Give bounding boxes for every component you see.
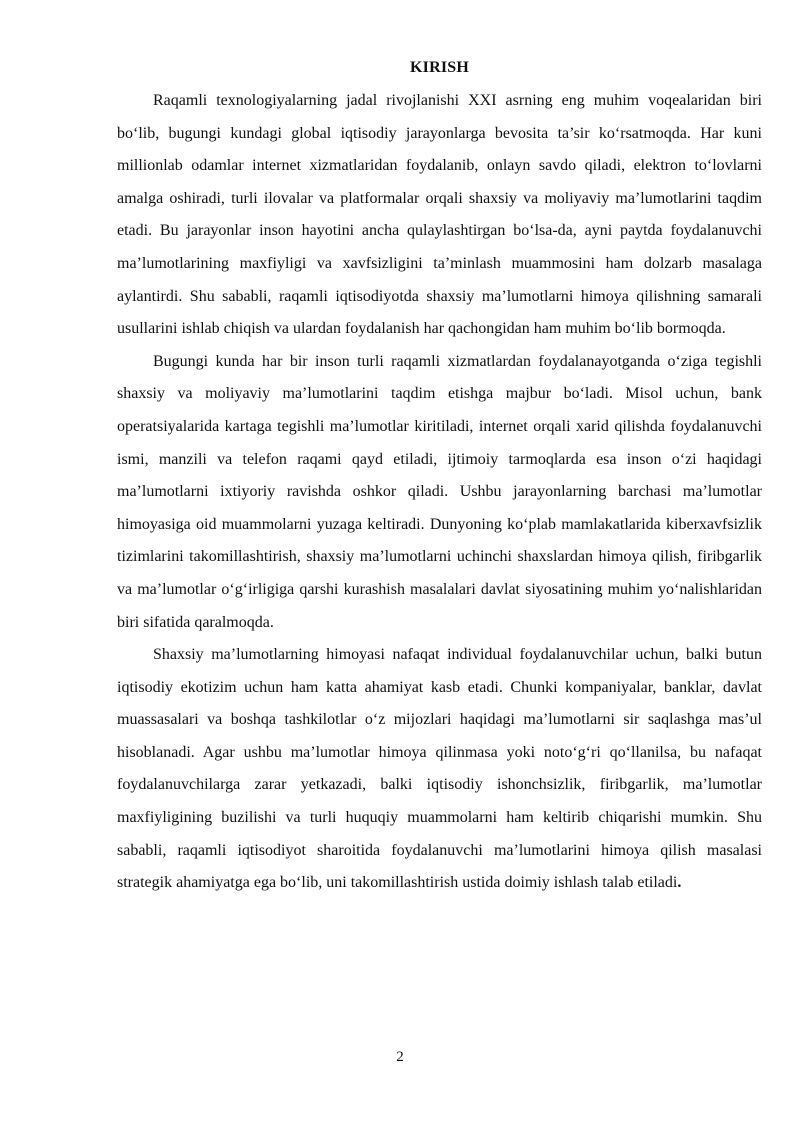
paragraph-3 xyxy=(117,639,762,900)
paragraph-3-text: Shaxsiy ma’lumotlarning himoyasi nafaqat individual foydalanuvchilar uchun, balki butun iqtisodiy ekotizim uchun ham katta ahamiyat kasb etadi. Chunki kompaniyalar, banklar, davlat muassasalari va boshqa tashkilotlar o‘z mijozlari haqidagi ma’lumotlarni sir saqlashga mas’ul hisoblanadi. Agar ushbu ma’lumotlar himoya qilinmasa yoki noto‘g‘ri qo‘llanilsa, bu nafaqat foydalanuvchilarga zarar yetkazadi, balki iqtisodiy ishonchsizlik, firibgarlik, ma’lumotlar maxfiyligining buzilishi va turli huquqiy muammolarni ham keltirib chiqarishi mumkin. Shu sababli, raqamli iqtisodiyot sharoitida foydalanuvchi ma’lumotlarini himoya qilish masalasi strategik ahamiyatga ega bo‘lib, uni takomillashtirish ustida doimiy ishlash talab etiladi xyxy=(117,646,762,892)
document-page xyxy=(117,57,762,900)
section-heading: KIRISH xyxy=(410,59,469,76)
page-number: 2 xyxy=(396,1049,404,1065)
paragraph-2: Bugungi kunda har bir inson turli raqamli xizmatlardan foydalanayotganda o‘ziga tegishli shaxsiy va moliyaviy ma’lumotlarini taqdim etishga majbur bo‘ladi. Misol uchun, bank operatsiyalarida kartaga tegishli ma’lumotlar kiritiladi, internet orqali xarid qilishda foydalanuvchi ismi, manzili va telefon raqami qayd etiladi, ijtimoiy tarmoqlarda esa inson o‘zi haqidagi ma’lumotlarni ixtiyoriy ravishda oshkor qiladi. Ushbu jarayonlarning barchasi ma’lumotlar himoyasiga oid muammolarni yuzaga keltiradi. Dunyoning ko‘plab mamlakatlarida kiberxavfsizlik tizimlarini takomillashtirish, shaxsiy ma’lumotlarni uchinchi shaxslardan himoya qilish, firibgarlik va ma’lumotlar o‘g‘irligiga qarshi kurashish masalalari davlat siyosatining muhim yo‘nalishlaridan biri sifatida qaralmoqda. xyxy=(117,352,762,631)
paragraph-1: Raqamli texnologiyalarning jadal rivojlanishi XXI asrning eng muhim voqealaridan biri bo‘lib, bugungi kundagi global iqtisodiy jarayonlarga bevosita ta’sir ko‘rsatmoqda. Har kuni millionlab odamlar internet xizmatlaridan foydalanib, onlayn savdo qiladi, elektron to‘lovlarni amalga oshiradi, turli ilovalar va platformalar orqali shaxsiy va moliyaviy ma’lumotlarini taqdim etadi. Bu jarayonlar inson hayotini ancha qulaylashtirgan bo‘lsa-da, ayni paytda foydalanuvchi ma’lumotlarining maxfiyligi va xavfsizligini ta’minlash muammosini ham dolzarb masalaga aylantirdi. Shu sababli, raqamli iqtisodiyotda shaxsiy ma’lumotlarni himoya qilishning samarali usullarini ishlab chiqish va ulardan foydalanish har qachongidan ham muhim bo‘lib bormoqda. xyxy=(117,92,762,338)
paragraph-3-final-period: . xyxy=(677,874,682,892)
